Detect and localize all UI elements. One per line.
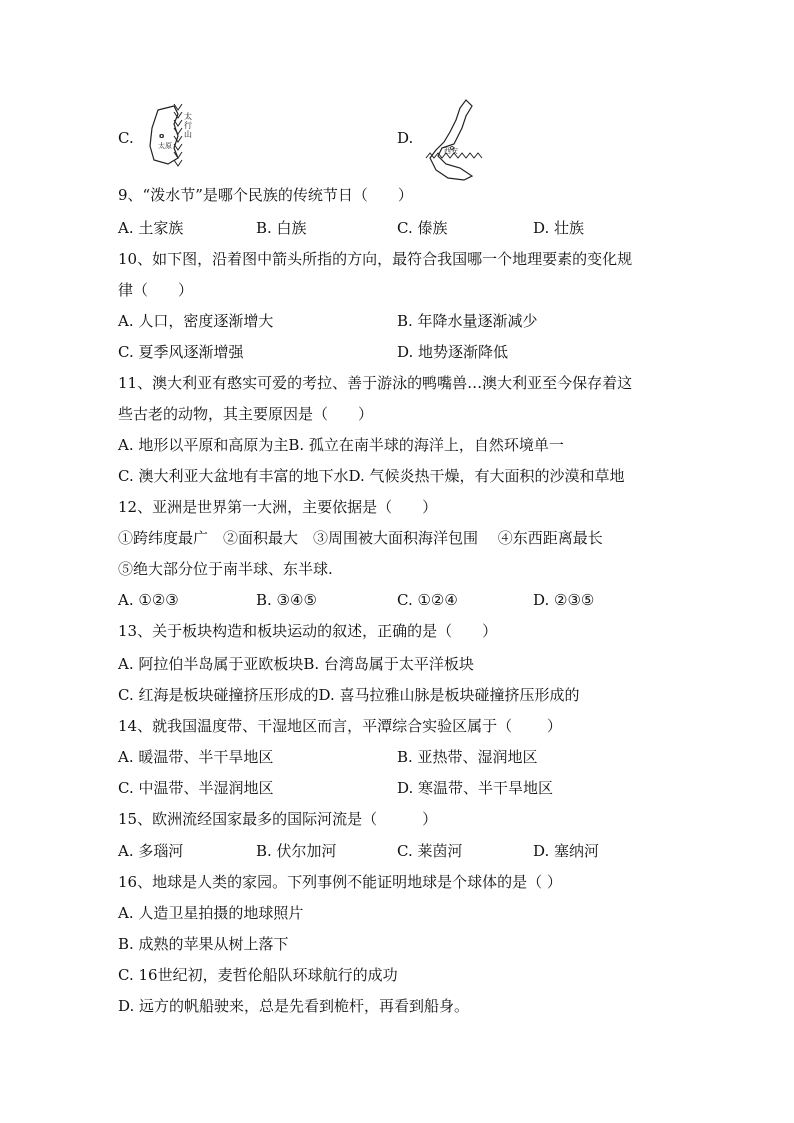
question-16-stem: 16、地球是人类的家园。下列事例不能证明地球是个球体的是（ ） [118, 873, 562, 891]
question-11-option-cd: C. 澳大利亚大盆地有丰富的地下水D. 气候炎热干燥，有大面积的沙漠和草地 [118, 467, 625, 485]
question-10-stem-line-2: 律（ ） [118, 281, 194, 299]
figure-d-letter: D. [397, 129, 414, 147]
question-9-stem: 9、“泼水节”是哪个民族的传统节日（ ） [118, 186, 413, 204]
question-14-option-d: D. 寒温带、半干旱地区 [397, 779, 554, 797]
question-9-option-d: D. 壮族 [533, 219, 585, 237]
question-10-stem-line-1: 10、如下图，沿着图中箭头所指的方向，最符合我国哪一个地理要素的变化规 [118, 250, 633, 268]
question-12-option-d: D. ②③⑤ [533, 591, 595, 609]
question-9-option-b: B. 白族 [256, 219, 307, 237]
figure-c-letter: C. [118, 129, 134, 147]
question-11-stem-line-1: 11、澳大利亚有憨实可爱的考拉、善于游泳的鸭嘴兽…澳大利亚至今保存着这 [118, 374, 633, 392]
question-14-option-c: C. 中温带、半湿润地区 [118, 779, 274, 797]
question-16-option-a: A. 人造卫星拍摄的地球照片 [118, 904, 304, 922]
question-12-option-c: C. ①②④ [397, 591, 458, 609]
figure-c-marker: O [159, 134, 163, 140]
figure-c-mountain-label: 太行山 [184, 112, 192, 139]
question-14-option-a: A. 暖温带、半干旱地区 [118, 748, 274, 766]
question-12-option-a: A. ①②③ [118, 591, 179, 609]
question-16-option-c: C. 16世纪初，麦哲伦船队环球航行的成功 [118, 966, 398, 984]
question-11-stem-line-2: 些古老的动物，其主要原因是（ ） [118, 405, 374, 423]
figure-d-city-label: 西安 [444, 147, 458, 155]
question-15-option-b: B. 伏尔加河 [256, 842, 337, 860]
question-10-option-b: B. 年降水量逐渐减少 [397, 312, 538, 330]
question-12-option-b: B. ③④⑤ [256, 591, 317, 609]
question-15-option-c: C. 莱茵河 [397, 842, 463, 860]
question-11-option-ab: A. 地形以平原和高原为主B. 孤立在南半球的海洋上，自然环境单一 [118, 436, 564, 454]
question-13-option-ab: A. 阿拉伯半岛属于亚欧板块B. 台湾岛属于太平洋板块 [118, 655, 474, 673]
question-13-stem: 13、关于板块构造和板块运动的叙述，正确的是（ ） [118, 622, 498, 640]
question-13-option-cd: C. 红海是板块碰撞挤压形成的D. 喜马拉雅山脉是板块碰撞挤压形成的 [118, 686, 580, 704]
question-16-option-d: D. 远方的帆船驶来，总是先看到桅杆，再看到船身。 [118, 997, 470, 1015]
question-15-option-a: A. 多瑙河 [118, 842, 184, 860]
figure-c-city-label: 太原 [158, 142, 172, 150]
question-9-option-a: A. 土家族 [118, 219, 184, 237]
question-12-stem-line-2: ①跨纬度最广 ②面积最大 ③周围被大面积海洋包围 ④东西距离最长 [118, 529, 603, 547]
question-9-option-c: C. 傣族 [397, 219, 448, 237]
question-16-option-b: B. 成熟的苹果从树上落下 [118, 935, 289, 953]
question-15-stem: 15、欧洲流经国家最多的国际河流是（ ） [118, 810, 438, 828]
question-15-option-d: D. 塞纳河 [533, 842, 600, 860]
question-12-stem-line-3: ⑤绝大部分位于南半球、东半球. [118, 560, 333, 578]
figure-c-map [144, 98, 204, 170]
question-10-option-a: A. 人口，密度逐渐增大 [118, 312, 274, 330]
figure-d-map [418, 96, 490, 182]
question-14-option-b: B. 亚热带、湿润地区 [397, 748, 538, 766]
question-10-option-c: C. 夏季风逐渐增强 [118, 343, 244, 361]
question-12-stem-line-1: 12、亚洲是世界第一大洲，主要依据是（ ） [118, 498, 438, 516]
question-14-stem: 14、就我国温度带、干湿地区而言，平潭综合实验区属于（ ） [118, 717, 562, 735]
question-10-option-d: D. 地势逐渐降低 [397, 343, 509, 361]
